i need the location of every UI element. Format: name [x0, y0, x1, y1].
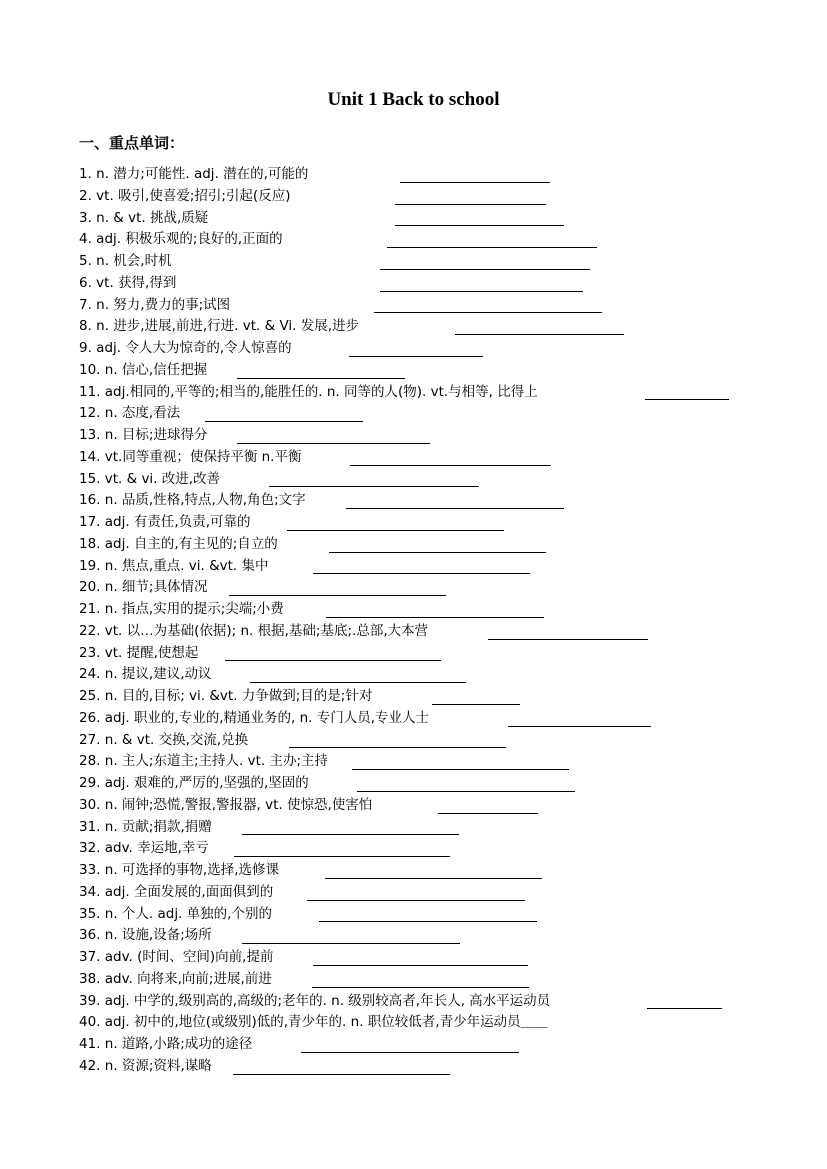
vocab-item	[79, 686, 799, 708]
vocab-item-text: 10. n. 信心,信任把握	[79, 361, 208, 378]
answer-blank[interactable]	[352, 769, 569, 770]
vocab-item-text: 8. n. 进步,进展,前进,行进. vt. & Vi. 发展,进步	[79, 318, 360, 335]
vocab-item	[79, 512, 799, 534]
vocab-item	[79, 969, 799, 991]
vocab-item	[79, 991, 799, 1013]
vocab-item	[79, 360, 799, 382]
vocab-item	[79, 316, 799, 338]
vocab-item-text: 9. adj. 令人大为惊奇的,令人惊喜的	[79, 340, 292, 356]
vocab-item	[79, 490, 799, 512]
answer-blank[interactable]	[380, 269, 590, 270]
vocab-item	[79, 534, 799, 556]
vocab-item-text: 3. n. & vt. 挑战,质疑	[79, 209, 209, 226]
answer-blank[interactable]	[455, 334, 624, 335]
vocab-item	[79, 947, 799, 969]
answer-blank[interactable]	[234, 856, 450, 857]
answer-blank[interactable]	[395, 204, 546, 205]
vocab-item	[79, 773, 799, 795]
vocab-item	[79, 295, 799, 317]
vocab-item	[79, 425, 799, 447]
answer-blank[interactable]	[242, 834, 459, 835]
vocab-item	[79, 382, 799, 404]
vocab-item	[79, 403, 799, 425]
vocab-item	[79, 1056, 799, 1078]
vocab-item-text: 1. n. 潜力;可能性. adj. 潜在的,可能的	[79, 166, 309, 182]
answer-blank[interactable]	[432, 704, 520, 705]
vocab-item	[79, 599, 799, 621]
vocab-item-text: 17. adj. 有责任,负责,可靠的	[79, 514, 251, 530]
vocab-item-text: 27. n. & vt. 交换,交流,兑换	[79, 731, 249, 748]
vocab-item-text: 11. adj.相同的,平等的;相当的,能胜任的. n. 同等的人(物). vt.与相等, 比得上	[79, 383, 538, 400]
vocab-item	[79, 577, 799, 599]
answer-blank[interactable]	[225, 660, 441, 661]
vocab-item-text: 24. n. 提议,建议,动议	[79, 666, 212, 683]
vocab-item-text: 32. adv. 幸运地,幸亏	[79, 840, 209, 857]
vocab-item-text: 38. adv. 向将来,向前;进展,前进	[79, 970, 272, 987]
vocab-item	[79, 708, 799, 730]
answer-blank[interactable]	[647, 1008, 722, 1009]
vocab-item	[79, 1034, 799, 1056]
answer-blank[interactable]	[325, 878, 542, 879]
vocab-item	[79, 925, 799, 947]
answer-blank[interactable]	[237, 378, 405, 379]
vocab-item	[79, 860, 799, 882]
answer-blank[interactable]	[301, 1052, 519, 1053]
answer-blank[interactable]	[374, 312, 602, 313]
vocab-item	[79, 817, 799, 839]
vocab-item	[79, 838, 799, 860]
vocab-item-text: 28. n. 主人;东道主;主持人. vt. 主办;主持	[79, 753, 328, 770]
vocab-item-text: 18. adj. 自主的,有主见的;自立的	[79, 535, 278, 552]
vocab-item-text: 33. n. 可选择的事物,选择,选修课	[79, 862, 279, 878]
answer-blank[interactable]	[349, 356, 483, 357]
vocab-item-text: 35. n. 个人. adj. 单独的,个别的	[79, 905, 272, 922]
vocab-item	[79, 229, 799, 251]
answer-blank[interactable]	[233, 1074, 450, 1075]
vocab-item-text: 20. n. 细节;具体情况	[79, 579, 208, 596]
answer-blank[interactable]	[350, 465, 551, 466]
vocab-item	[79, 556, 799, 578]
vocab-item-text: 22. vt. 以…为基础(依据); n. 根据,基础;基底;.总部,大本营	[79, 622, 429, 639]
answer-blank[interactable]	[250, 682, 466, 683]
vocab-item-text: 23. vt. 提醒,使想起	[79, 644, 199, 661]
vocab-item-text: 42. n. 资源;资料,谋略	[79, 1057, 212, 1074]
vocab-item-text: 16. n. 品质,性格,特点,人物,角色;文字	[79, 492, 306, 509]
vocab-item	[79, 730, 799, 752]
answer-blank[interactable]	[387, 247, 597, 248]
vocab-item	[79, 469, 799, 491]
answer-blank[interactable]	[645, 399, 729, 400]
vocab-item-text: 7. n. 努力,费力的事;试图	[79, 296, 231, 313]
vocab-item-text: 14. vt.同等重视；使保持平衡 n.平衡	[79, 448, 302, 465]
answer-blank[interactable]	[400, 182, 550, 183]
page-title: Unit 1 Back to school	[327, 89, 500, 110]
answer-blank[interactable]	[319, 921, 537, 922]
answer-blank[interactable]	[242, 943, 460, 944]
answer-blank[interactable]	[205, 421, 363, 422]
vocab-item	[79, 1012, 799, 1034]
vocab-item-text: 4. adj. 积极乐观的;良好的,正面的	[79, 231, 283, 248]
vocab-item	[79, 751, 799, 773]
vocab-item	[79, 795, 799, 817]
vocab-item	[79, 251, 799, 273]
vocab-item	[79, 621, 799, 643]
answer-blank[interactable]	[307, 900, 525, 901]
vocab-item-text: 39. adj. 中学的,级别高的,高级的;老年的. n. 级别较高者,年长人, 高水平运动员	[79, 992, 551, 1009]
vocab-item	[79, 273, 799, 295]
vocab-list	[79, 164, 799, 1078]
answer-blank[interactable]	[346, 508, 564, 509]
vocab-item-text: 26. adj. 职业的,专业的,精通业务的, n. 专门人员,专业人士	[79, 709, 430, 726]
vocab-item	[79, 882, 799, 904]
vocab-item-text: 37. adv. (时间、空间)向前,提前	[79, 949, 274, 965]
vocab-item	[79, 338, 799, 360]
answer-blank[interactable]	[329, 552, 546, 553]
vocab-item-text: 41. n. 道路,小路;成功的途径	[79, 1036, 253, 1052]
answer-blank[interactable]	[380, 291, 583, 292]
vocab-item	[79, 643, 799, 665]
vocab-item-text: 13. n. 目标;进球得分	[79, 427, 208, 443]
vocab-item-text: 15. vt. & vi. 改进,改善	[79, 470, 221, 487]
answer-blank[interactable]	[237, 443, 430, 444]
answer-blank[interactable]	[326, 617, 544, 618]
answer-blank[interactable]	[289, 747, 506, 748]
answer-blank[interactable]	[488, 639, 648, 640]
vocab-item	[79, 447, 799, 469]
vocab-item-text: 36. n. 设施,设备;场所	[79, 927, 212, 944]
answer-blank[interactable]	[438, 813, 538, 814]
answer-blank[interactable]	[508, 726, 651, 727]
section-heading: 一、重点单词：	[79, 134, 185, 152]
vocab-item-text: 21. n. 指点,实用的提示;尖端;小费	[79, 601, 284, 617]
vocab-item-text: 12. n. 态度,看法	[79, 405, 181, 422]
vocab-item-text: 29. adj. 艰难的,严厉的,坚强的,坚固的	[79, 775, 309, 791]
answer-blank[interactable]	[312, 987, 529, 988]
vocab-item-text: 31. n. 贡献;捐款,捐赠	[79, 818, 212, 835]
answer-blank[interactable]	[229, 595, 446, 596]
vocab-item	[79, 164, 799, 186]
answer-blank[interactable]	[313, 573, 530, 574]
vocab-item-text: 25. n. 目的,目标; vi. &vt. 力争做到;目的是;针对	[79, 688, 373, 704]
answer-blank[interactable]	[357, 791, 575, 792]
vocab-item-text: 5. n. 机会,时机	[79, 253, 172, 269]
vocab-item-text: 2. vt. 吸引,使喜爱;招引;引起(反应)	[79, 187, 291, 204]
vocab-item	[79, 208, 799, 230]
answer-blank[interactable]	[269, 486, 479, 487]
vocab-item-text: 30. n. 闹钟;恐慌,警报,警报器, vt. 使惊恐,使害怕	[79, 796, 373, 813]
vocab-item	[79, 186, 799, 208]
answer-blank[interactable]	[313, 965, 528, 966]
vocab-item	[79, 664, 799, 686]
answer-blank[interactable]	[395, 225, 564, 226]
answer-blank[interactable]	[287, 530, 504, 531]
vocab-item-text: 34. adj. 全面发展的,面面俱到的	[79, 883, 274, 900]
vocab-item-text: 40. adj. 初中的,地位(或级别)低的,青少年的. n. 职位较低者,青少年运动员＿＿	[79, 1014, 548, 1031]
vocab-item-text: 6. vt. 获得,得到	[79, 274, 177, 291]
vocab-item	[79, 904, 799, 926]
vocab-item-text: 19. n. 焦点,重点. vi. &vt. 集中	[79, 557, 269, 574]
